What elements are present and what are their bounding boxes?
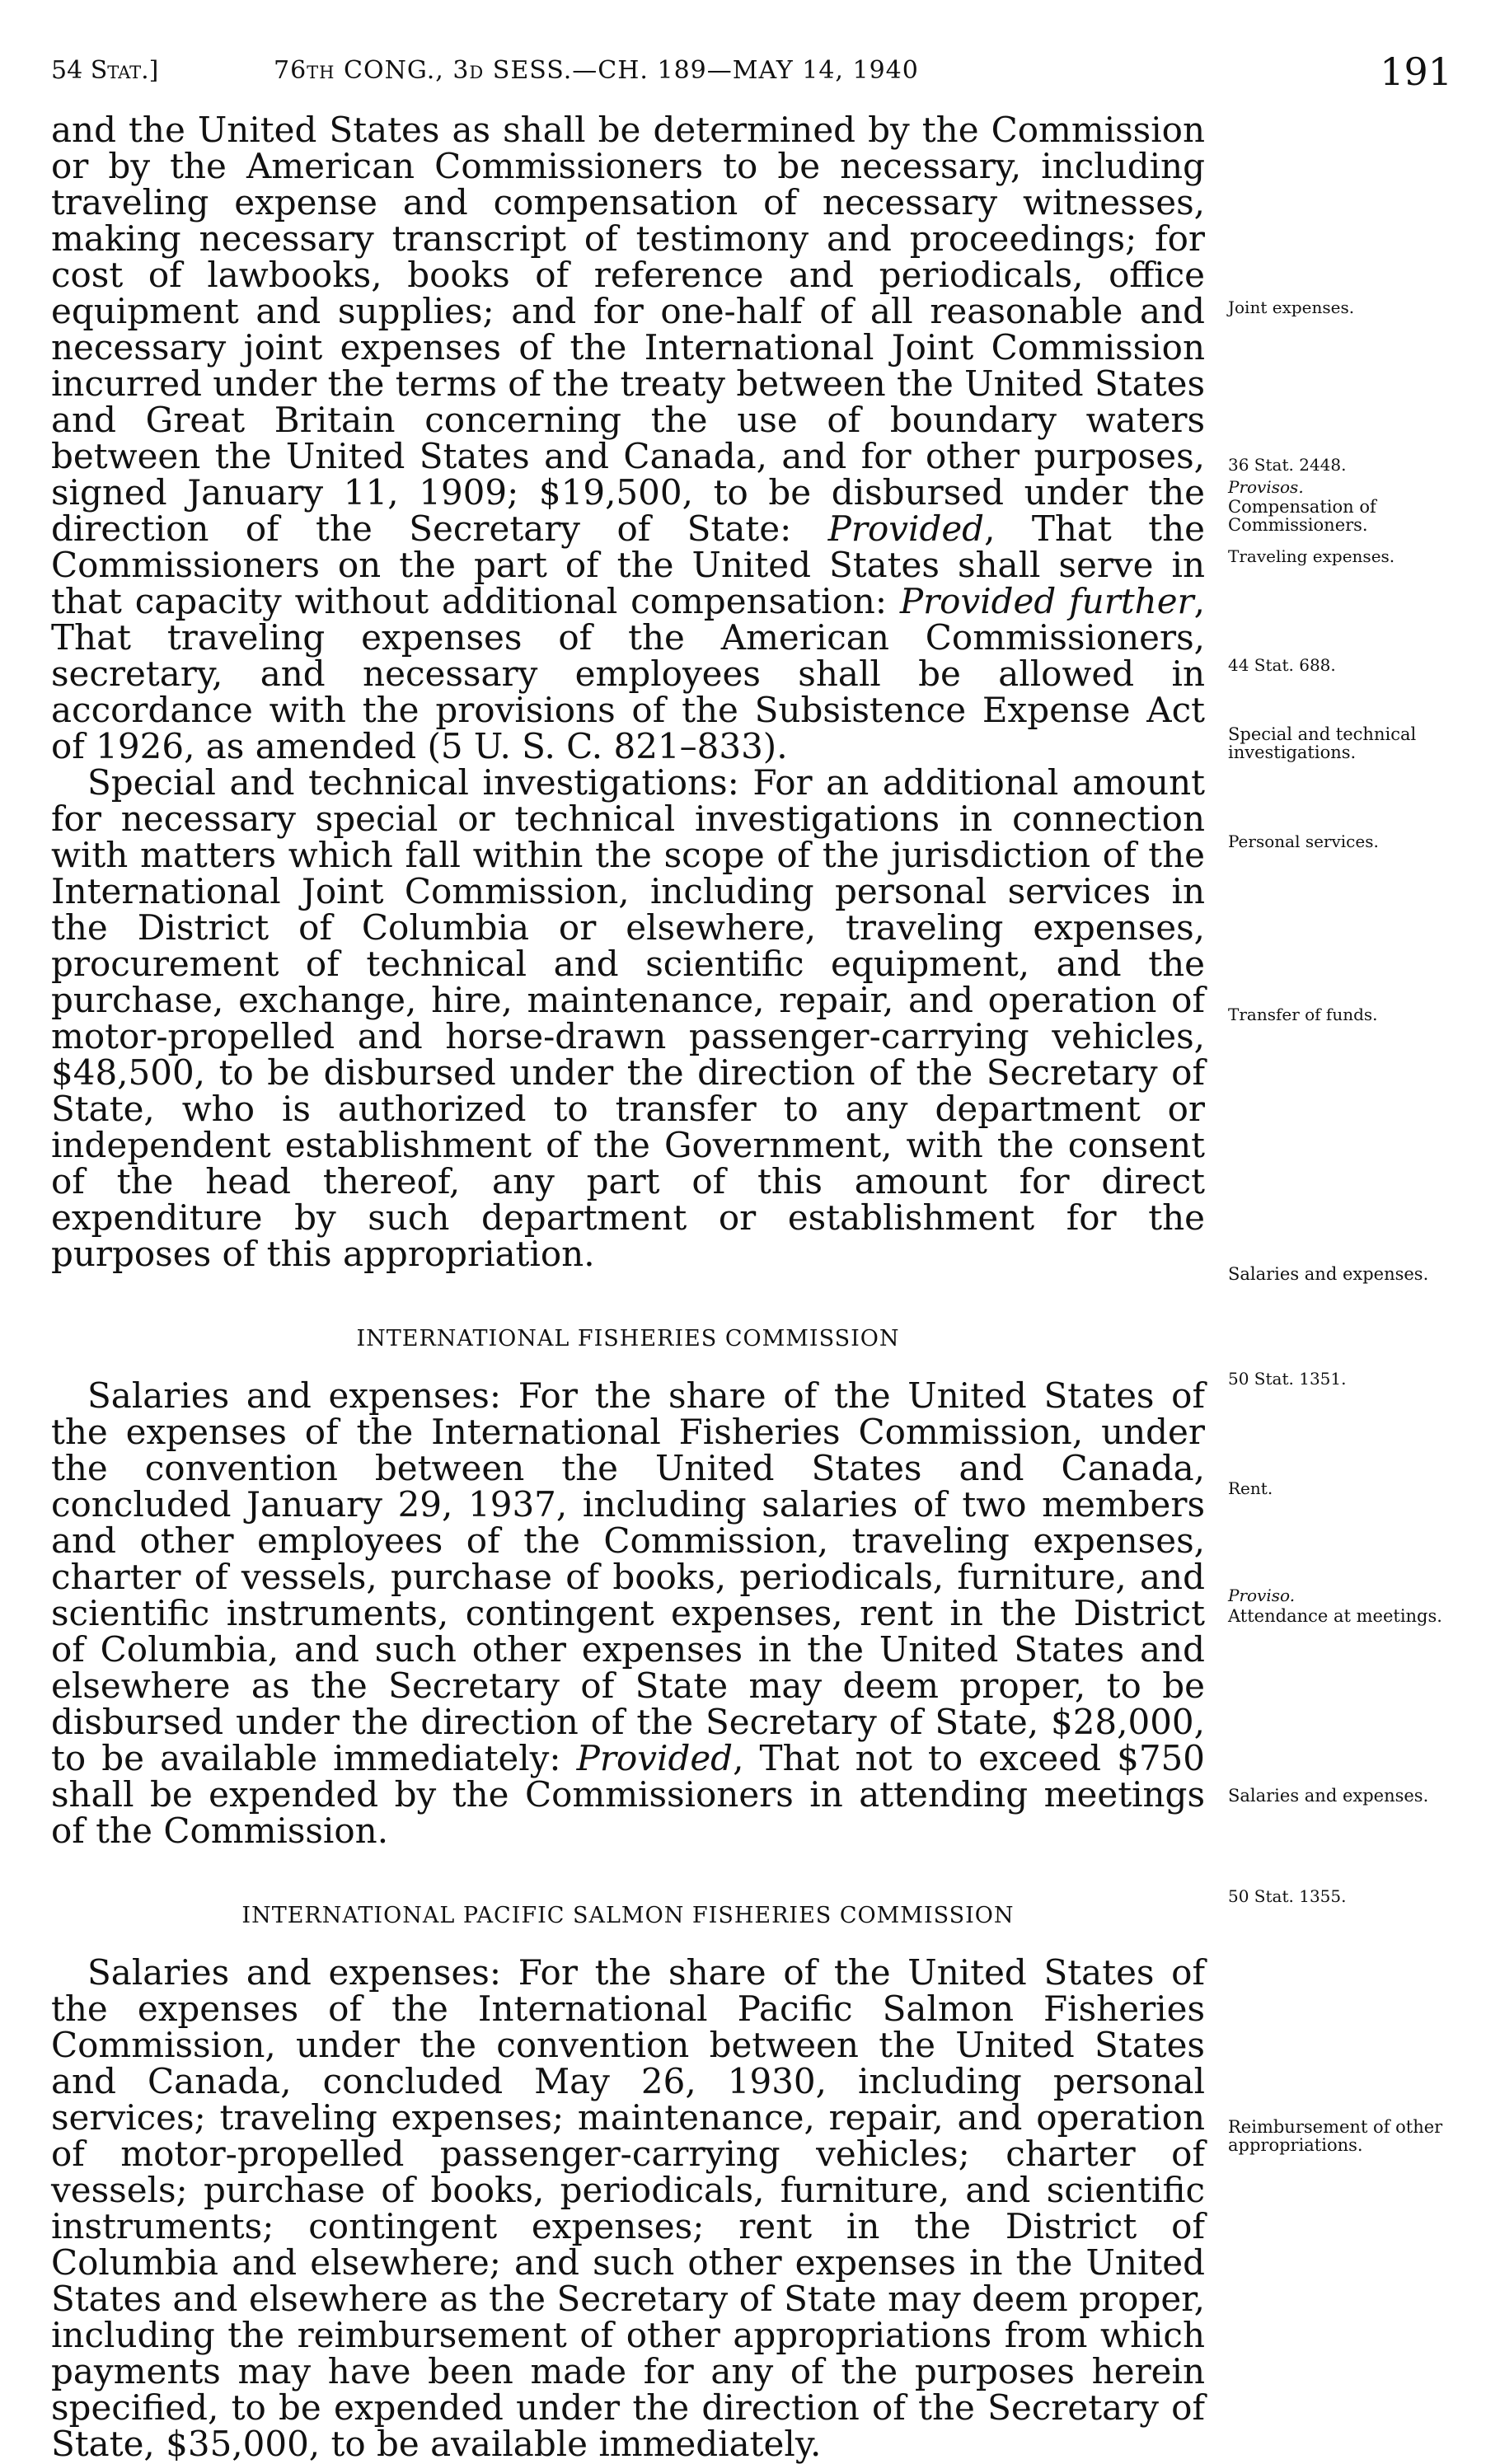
- margin-note: Salaries and expenses.: [1228, 1264, 1429, 1284]
- page-number: 191: [1380, 49, 1452, 94]
- heading-pacific-salmon: INTERNATIONAL PACIFIC SALMON FISHERIES COMMISSION: [241, 1903, 1015, 1928]
- margin-note: Special and technical investigations.: [1228, 724, 1417, 762]
- margin-note: Attendance at meetings.: [1228, 1606, 1442, 1626]
- margin-note: 36 Stat. 2448.: [1228, 455, 1347, 475]
- main-text: [51, 112, 1205, 2462]
- margin-note: 50 Stat. 1355.: [1228, 1886, 1347, 1906]
- margin-note: Provisos.: [1228, 477, 1304, 497]
- margin-note: Joint expenses.: [1228, 297, 1355, 317]
- session-line: 76th CONG., 3d SESS.—CH. 189—MAY 14, 1940: [274, 56, 919, 85]
- provided-italic: Provided: [576, 1738, 734, 1778]
- paragraph-fisheries-salaries: Salaries and expenses: For the share of the United States of the expenses of the International Fisheries Commission, under the convention between the United States and Canada, concluded January 29, 1937, including salaries of two members and other employees of the Commission, traveling expenses, charter of vessels, purchase of books, periodicals, furniture, and scientific instruments, contingent expenses, rent in the District of Columbia, and such other expenses in the United States and elsewhere as the Secretary of State may deem proper, to be disbursed under the direction of the Secretary of State, $28,000, to be available immediately: Provided, That not to exceed $750 shall be expended by the Commissioners in attending meetings of the Commission.: [51, 1375, 1205, 1851]
- paragraph-salmon-salaries: Salaries and expenses: For the share of the United States of the expenses of the International Pacific Salmon Fisheries Commission, under the convention between the United States and Canada, concluded May 26, 1930, including personal services; traveling expenses; maintenance, repair, and operation of motor-propelled passenger-carrying vehicles; charter of vessels; purchase of books, periodicals, furniture, and scientific instruments; contingent expenses; rent in the District of Columbia and elsewhere; and such other expenses in the United States and elsewhere as the Secretary of State may deem proper, including the reimbursement of other appropriations from which payments may have been made for any of the purposes herein specified, to be expended under the direction of the Secretary of State, $35,000, to be available immediately.: [51, 1952, 1205, 2464]
- provided-further-italic: Provided further: [899, 581, 1194, 621]
- provided-italic: Provided: [827, 508, 985, 549]
- heading-international-fisheries: INTERNATIONAL FISHERIES COMMISSION: [356, 1326, 900, 1351]
- margin-note: 50 Stat. 1351.: [1228, 1369, 1347, 1389]
- statute-reference: 54 Stat.]: [51, 56, 159, 85]
- margin-note: Reimbursement of other appropriations.: [1228, 2117, 1443, 2155]
- margin-note: Personal services.: [1228, 831, 1379, 851]
- margin-note: Compensation of Commissioners.: [1228, 497, 1376, 535]
- margin-note: Rent.: [1228, 1478, 1273, 1498]
- paragraph-joint-commission: and the United States as shall be determined by the Commission or by the American Commissioners to be necessary, including traveling expense and compensation of necessary witnesses, making necessary transcript of testimony and proceedings; for cost of lawbooks, books of reference and periodicals, office equipment and supplies; and for one-half of all reasonable and necessary joint expenses of the International Joint Commission incurred under the terms of the treaty between the United States and Great Britain concerning the use of boundary waters between the United States and Canada, and for other purposes, signed January 11, 1909; $19,500, to be disbursed under the direction of the Secretary of State: Provided, That the Commissioners on the part of the United States shall serve in that capacity without additional compensation: Provided further, That traveling expenses of the American Commissioners, secretary, and necessary employees shall be allowed in accordance with the provisions of the Subsistence Expense Act of 1926, as amended (5 U. S. C. 821–833).: [51, 110, 1206, 766]
- margin-note: Proviso.: [1228, 1586, 1296, 1605]
- margin-note: Salaries and expenses.: [1228, 1786, 1429, 1806]
- margin-note: Traveling expenses.: [1228, 546, 1395, 566]
- margin-note: Transfer of funds.: [1228, 1005, 1378, 1024]
- paragraph-special-investigations: Special and technical investigations: For an additional amount for necessary special or technical investigations in connection with matters which fall within the scope of the jurisdiction of the International Joint Commission, including personal services in the District of Columbia or elsewhere, traveling expenses, procurement of technical and scientific equipment, and the purchase, exchange, hire, maintenance, repair, and operation of motor-propelled and horse-drawn passenger-carrying vehicles, $48,500, to be disbursed under the direction of the Secretary of State, who is authorized to transfer to any department or independent establishment of the Government, with the consent of the head thereof, any part of this amount for direct expenditure by such department or establishment for the purposes of this appropriation.: [51, 762, 1205, 1274]
- page-header: [51, 49, 1452, 99]
- margin-note: 44 Stat. 688.: [1228, 655, 1336, 675]
